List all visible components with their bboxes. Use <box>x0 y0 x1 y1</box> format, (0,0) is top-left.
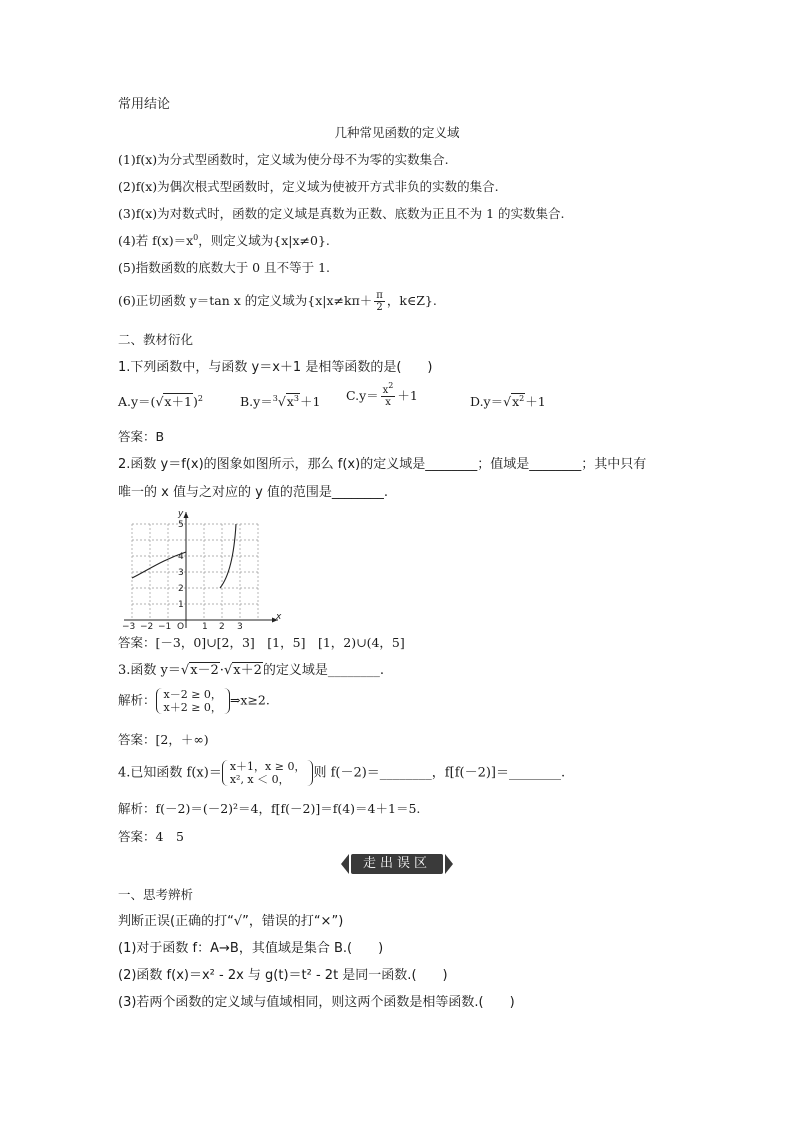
y-tick-label: 5 <box>178 520 184 530</box>
opt-c-fraction <box>381 381 396 408</box>
opt-a-pre: A.y＝( <box>118 394 156 409</box>
opt-c-num-base: x <box>382 385 389 396</box>
header-title: 常用结论 <box>118 97 171 112</box>
c4-post: ，则定义域为{x|x≠0}. <box>198 233 330 248</box>
q1-option-d: $D.y=√x^2+1$ <box>470 394 546 409</box>
y-tick-label: 1 <box>178 600 184 610</box>
c4-sup: 0 <box>193 233 199 242</box>
frac-num: π <box>376 290 383 301</box>
q3-radicand-2: x＋2 <box>233 663 262 678</box>
opt-a-sup: 2 <box>197 394 203 403</box>
opt-c-post: ＋1 <box>397 388 418 403</box>
opt-c-num <box>381 381 396 397</box>
opt-b-post: ＋1 <box>299 394 321 409</box>
origin-label: O <box>177 622 185 630</box>
x-tick-label: 1 <box>202 622 208 630</box>
section-title: 几种常见函数的定义域 <box>334 125 460 140</box>
part1-title: 一、思考辨析 <box>118 887 194 902</box>
opt-b-radicand <box>286 393 300 409</box>
x-tick-label: −3 <box>122 622 136 630</box>
badge-label: 走出误区 <box>351 854 443 874</box>
judge-intro: 判断正误(正确的打“√”，错误的打“×”) <box>118 914 344 929</box>
part2-title: 二、教材衍化 <box>118 332 194 347</box>
q1-stem: 1.下列函数中，与函数 y＝x＋1 是相等函数的是( ) <box>118 360 433 375</box>
judge-item-2: (2)函数 f(x)＝x² - 2x 与 g(t)＝t² - 2t 是同一函数.( ) <box>118 968 448 983</box>
opt-b-rad-sup: 3 <box>293 394 299 403</box>
opt-d-radicand <box>511 393 525 409</box>
graph-grid <box>132 524 258 620</box>
q3-stem: 3.函数 y＝√x－2·√x＋2的定义域是________. <box>118 663 384 678</box>
q3-sol-post: ⇒x≥2. <box>229 692 270 708</box>
y-tick-label: 3 <box>178 568 184 578</box>
c4-pre: (4)若 f(x)＝x <box>118 233 194 248</box>
conclusion-2: (2)f(x)为偶次根式型函数时，定义域为使被开方式非负的实数的集合. <box>118 179 499 194</box>
conclusion-1: (1)f(x)为分式型函数时，定义域为使分母不为零的实数集合. <box>118 152 449 167</box>
opt-b-pre: B.y＝ <box>240 394 273 409</box>
judge-item-3: (3)若两个函数的定义域与值域相同，则这两个函数是相等函数.( ) <box>118 995 515 1010</box>
opt-c-num-sup: 2 <box>388 381 394 390</box>
judge-item-1: (1)对于函数 f：A→B，其值域是集合 B.( ) <box>118 941 384 956</box>
conclusion-6 <box>118 290 437 313</box>
q3-system-row: x－2 ≥ 0， <box>163 688 222 701</box>
q2-answer: 答案：[－3，0]∪[2，3] [1，5] [1，2)∪(4，5] <box>118 635 405 650</box>
opt-c-den: x <box>385 397 391 408</box>
q4-stem <box>118 760 565 786</box>
q3-post: 的定义域是________. <box>262 663 384 678</box>
q3-system <box>156 688 230 714</box>
x-axis-label: x <box>276 612 282 622</box>
q1-answer: 答案：B <box>118 429 165 444</box>
opt-d-pre: D.y＝ <box>470 394 504 409</box>
q3-solution <box>118 688 270 714</box>
c6-post: ，k∈Z}. <box>386 293 437 308</box>
opt-d-rad-base: x <box>512 394 520 409</box>
function-graph <box>118 508 288 630</box>
x-tick-label: 3 <box>237 622 243 630</box>
opt-d-rad-sup: 2 <box>519 394 525 403</box>
q4-pre: 4.已知函数 f(x)＝ <box>118 765 222 781</box>
q2-stem-line1: 2.函数 y＝f(x)的图象如图所示，那么 f(x)的定义域是________；值域是________；其中只有 <box>118 457 647 472</box>
y-axis-label: y <box>178 509 184 519</box>
x-tick-label: 2 <box>219 622 225 630</box>
opt-d-post: ＋1 <box>525 394 546 409</box>
y-tick-label: 2 <box>178 584 184 594</box>
q4-piece-row: x², x ＜ 0， <box>229 773 290 786</box>
q3-radicand-1: x－2 <box>190 663 219 678</box>
q1-option-a: $A.y=(√x+1)^2$ <box>118 394 203 409</box>
q3-dot: · <box>219 663 224 678</box>
q3-sol-label: 解析： <box>118 692 156 708</box>
y-tick-label: 4 <box>178 552 184 562</box>
y-axis-arrow-icon <box>184 512 189 518</box>
x-tick-label: −2 <box>140 622 154 630</box>
section-badge <box>341 852 453 876</box>
opt-a-post: ) <box>192 394 198 409</box>
q3-answer: 答案：[2，＋∞) <box>118 732 209 747</box>
q4-answer: 答案：4 5 <box>118 829 184 844</box>
conclusion-5: (5)指数函数的底数大于 0 且不等于 1. <box>118 260 331 275</box>
q3-pre: 3.函数 y＝ <box>118 663 181 678</box>
q4-post: 则 f(－2)＝________，f[f(－2)]＝________. <box>313 765 566 781</box>
opt-c-pre: C.y＝ <box>346 388 379 403</box>
q3-system-row: x＋2 ≥ 0， <box>163 701 222 714</box>
opt-b-index: 3 <box>272 394 278 403</box>
q4-solution: 解析：f(－2)＝(－2)²＝4，f[f(－2)]＝f(4)＝4＋1＝5. <box>118 801 421 816</box>
q1-option-c <box>346 381 418 408</box>
q2-stem-line2: 唯一的 x 值与之对应的 y 值的范围是________. <box>118 485 389 500</box>
q4-piecewise <box>222 760 314 786</box>
x-tick-label: −1 <box>158 622 172 630</box>
opt-a-radicand: x＋1 <box>164 394 192 409</box>
opt-b-rad-base: x <box>286 394 294 409</box>
pi-over-2-fraction <box>374 290 385 313</box>
conclusion-3: (3)f(x)为对数式时，函数的定义域是真数为正数、底数为正且不为 1 的实数集合. <box>118 206 565 221</box>
q4-piece-row: x＋1，x ≥ 0， <box>229 760 306 773</box>
conclusion-4 <box>118 232 330 250</box>
c6-pre: (6)正切函数 y＝tan x 的定义域为{x|x≠kπ＋ <box>118 293 373 308</box>
q1-option-b: $B.y=^3√x^3+1$ <box>240 394 321 409</box>
frac-den: 2 <box>376 302 383 313</box>
